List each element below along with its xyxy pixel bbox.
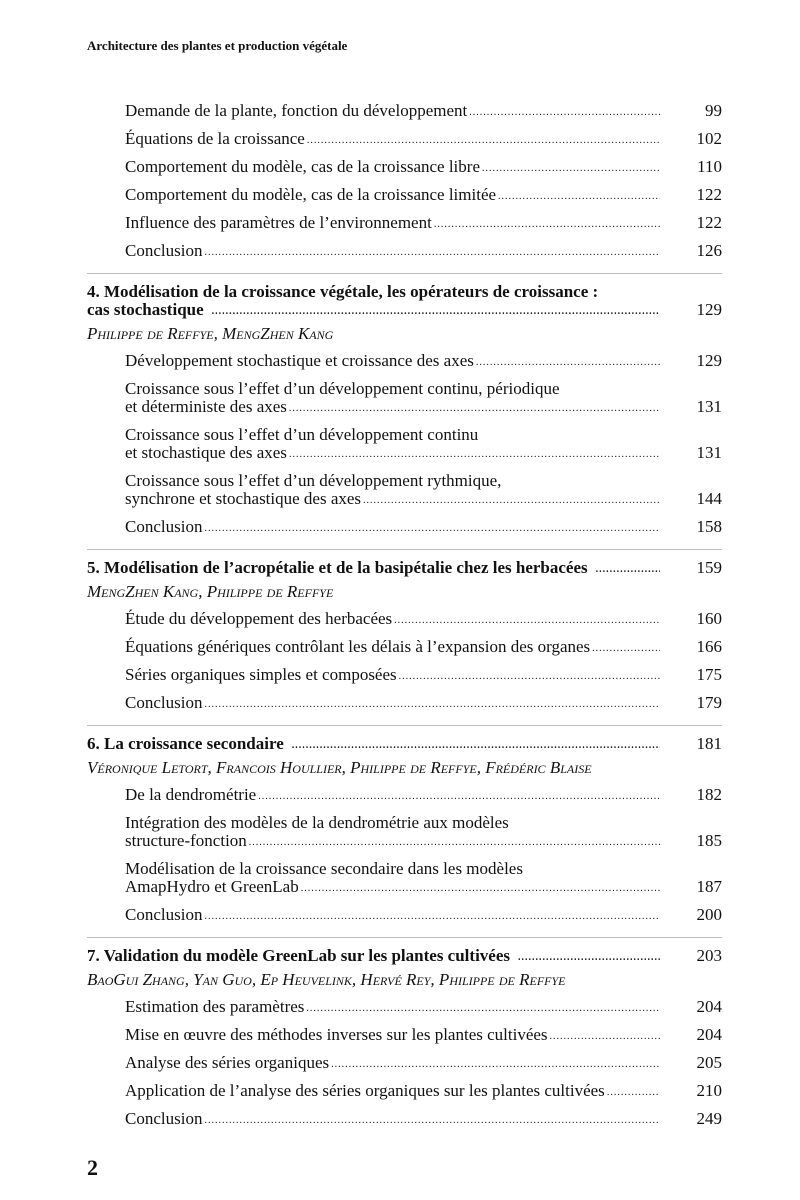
entry-text (87, 283, 660, 319)
entry-label: Croissance sous l’effet d’un développement rythmique, (125, 471, 502, 490)
entry-text (125, 666, 660, 684)
toc-entry[interactable] (87, 1105, 722, 1133)
entry-line (125, 832, 660, 850)
dot-leader (204, 522, 660, 536)
chapter-section (87, 273, 722, 541)
entry-text (125, 1082, 660, 1100)
entry-page-number: 131 (696, 443, 722, 462)
entry-page-number: 166 (696, 637, 722, 656)
entry-text (125, 906, 660, 924)
chapter-authors: Véronique Letort, Francois Houllier, Philippe de Reffye, Frédéric Blaise (87, 758, 592, 777)
toc-entry[interactable] (87, 1077, 722, 1105)
entry-text (125, 694, 660, 712)
entry-label: Estimation des paramètres (125, 997, 305, 1016)
entry-line (125, 444, 660, 462)
entry-label: Équations de la croissance (125, 129, 305, 148)
entry-text (87, 735, 660, 753)
dot-leader (289, 402, 660, 416)
entry-page-number: 102 (696, 129, 722, 148)
toc-entry[interactable] (87, 181, 722, 209)
entry-page-number: 126 (696, 241, 722, 260)
entry-label: structure-fonction (125, 831, 247, 850)
entry-line (87, 559, 660, 577)
entry-line (125, 1026, 660, 1044)
entry-label: Demande de la plante, fonction du développement (125, 101, 468, 120)
toc-entry[interactable] (87, 153, 722, 181)
entry-text (125, 102, 660, 120)
entry-page-number: 203 (696, 946, 722, 965)
dot-leader (204, 1114, 660, 1128)
entry-text (125, 214, 660, 232)
entry-text (125, 610, 660, 628)
entry-text (125, 352, 660, 370)
entry-text (125, 380, 660, 416)
entry-page-number: 131 (696, 397, 722, 416)
entry-page-number: 200 (696, 905, 722, 924)
entry-page-number: 129 (696, 351, 722, 370)
entry-label: Analyse des séries organiques (125, 1053, 330, 1072)
entry-line (125, 666, 660, 684)
entry-line (125, 130, 660, 148)
toc-entry[interactable] (87, 1021, 722, 1049)
entry-line (125, 518, 660, 536)
entry-line (87, 947, 660, 965)
entry-text (125, 158, 660, 176)
entry-line (125, 214, 660, 232)
entry-label: Équations génériques contrôlant les délais à l’expansion des organes (125, 637, 591, 656)
dot-leader (482, 162, 660, 176)
toc-entry[interactable] (87, 605, 722, 633)
entry-page-number: 204 (696, 997, 722, 1016)
entry-line (125, 1054, 660, 1072)
toc-entry[interactable] (87, 513, 722, 541)
entry-label: Développement stochastique et croissance des axes (125, 351, 474, 370)
dot-leader (476, 356, 660, 370)
toc-entry[interactable] (87, 209, 722, 237)
toc-entry[interactable] (87, 347, 722, 375)
entry-line (125, 906, 660, 924)
entry-label: Étude du développement des herbacées (125, 609, 393, 628)
entry-page-number: 122 (696, 213, 722, 232)
entry-line (125, 610, 660, 628)
entry-text (125, 1110, 660, 1128)
entry-line (125, 398, 660, 416)
entry-label: 4. Modélisation de la croissance végétale, les opérateurs de croissance : (87, 282, 599, 301)
entry-page-number: 175 (696, 665, 722, 684)
toc-entry[interactable] (87, 97, 722, 125)
dot-leader (399, 670, 660, 684)
entry-page-number: 122 (696, 185, 722, 204)
entry-page-number: 182 (696, 785, 722, 804)
chapter-authors: Philippe de Reffye, MengZhen Kang (87, 324, 334, 343)
entry-line (125, 426, 660, 444)
entry-line (87, 283, 660, 301)
entry-text (125, 186, 660, 204)
table-of-contents (87, 97, 722, 1133)
toc-entry[interactable] (87, 1049, 722, 1077)
entry-line (125, 158, 660, 176)
entry-text (87, 559, 660, 577)
entry-label: Mise en œuvre des méthodes inverses sur les plantes cultivées (125, 1025, 548, 1044)
entry-text (125, 130, 660, 148)
entry-line (125, 998, 660, 1016)
entry-label: Comportement du modèle, cas de la croissance limitée (125, 185, 497, 204)
chapter-title-entry[interactable] (87, 559, 722, 577)
dot-leader (331, 1058, 660, 1072)
entry-text (125, 1054, 660, 1072)
dot-leader (204, 698, 660, 712)
entry-line (125, 694, 660, 712)
chapter-title-entry[interactable] (87, 735, 722, 753)
entry-line (125, 1110, 660, 1128)
entry-page-number: 158 (696, 517, 722, 536)
entry-line (125, 638, 660, 656)
entry-label: et stochastique des axes (125, 443, 287, 462)
entry-line (125, 490, 660, 508)
entry-text (125, 1026, 660, 1044)
dot-leader (550, 1030, 660, 1044)
dot-leader (394, 614, 660, 628)
dot-leader (258, 790, 660, 804)
entry-label: Conclusion (125, 905, 203, 924)
entry-label: 6. La croissance secondaire (87, 734, 284, 753)
entry-label: Influence des paramètres de l’environnement (125, 213, 432, 232)
entry-text (125, 638, 660, 656)
dot-leader (434, 218, 660, 232)
entry-page-number: 144 (696, 489, 722, 508)
entry-text (125, 518, 660, 536)
entry-page-number: 187 (696, 877, 722, 896)
entry-page-number: 179 (696, 693, 722, 712)
entry-label: et déterministe des axes (125, 397, 287, 416)
entry-label: Croissance sous l’effet d’un développement continu (125, 425, 479, 444)
entry-line (87, 301, 660, 319)
entry-line (87, 735, 660, 753)
dot-leader (363, 494, 660, 508)
chapter-authors: MengZhen Kang, Philippe de Reffye (87, 582, 334, 601)
entry-page-number: 181 (696, 734, 722, 753)
toc-entry[interactable] (87, 855, 722, 901)
entry-line (125, 860, 660, 878)
entry-label: Modélisation de la croissance secondaire dans les modèles (125, 859, 523, 878)
toc-entry[interactable] (87, 125, 722, 153)
entry-label: Application de l’analyse des séries organiques sur les plantes cultivées (125, 1081, 605, 1100)
toc-entry[interactable] (87, 421, 722, 467)
entry-line (125, 380, 660, 398)
chapter-authors: BaoGui Zhang, Yan Guo, Ep Heuvelink, Hervé Rey, Philippe de Reffye (87, 970, 566, 989)
entry-label: Séries organiques simples et composées (125, 665, 397, 684)
entry-label: Croissance sous l’effet d’un développement continu, périodique (125, 379, 560, 398)
entry-label: AmapHydro et GreenLab (125, 877, 299, 896)
divider (87, 549, 722, 550)
entry-line (125, 786, 660, 804)
entry-line (125, 242, 660, 260)
entry-page-number: 249 (696, 1109, 722, 1128)
toc-entry[interactable] (87, 237, 722, 265)
entry-line (125, 352, 660, 370)
dot-leader (292, 739, 660, 753)
toc-entry[interactable] (87, 781, 722, 809)
entry-label: Conclusion (125, 693, 203, 712)
entry-line (125, 102, 660, 120)
section-continued (87, 97, 722, 265)
divider (87, 725, 722, 726)
entry-page-number: 204 (696, 1025, 722, 1044)
toc-entry[interactable] (87, 993, 722, 1021)
entry-page-number: 99 (705, 101, 722, 120)
entry-text (125, 242, 660, 260)
entry-label: Intégration des modèles de la dendrométrie aux modèles (125, 813, 509, 832)
entry-label: Conclusion (125, 1109, 203, 1128)
toc-entry[interactable] (87, 689, 722, 717)
entry-page-number: 185 (696, 831, 722, 850)
running-head: Architecture des plantes et production végétale (87, 38, 348, 53)
toc-entry[interactable] (87, 809, 722, 855)
dot-leader (301, 882, 660, 896)
entry-page-number: 129 (696, 300, 722, 319)
dot-leader (249, 836, 660, 850)
chapter-section (87, 937, 722, 1133)
dot-leader (204, 910, 660, 924)
chapter-title-entry[interactable] (87, 283, 722, 319)
entry-page-number: 160 (696, 609, 722, 628)
divider (87, 937, 722, 938)
entry-text (125, 860, 660, 896)
entry-line (125, 814, 660, 832)
chapter-section (87, 725, 722, 929)
entry-label: 7. Validation du modèle GreenLab sur les plantes cultivées (87, 946, 510, 965)
entry-page-number: 110 (697, 157, 722, 176)
entry-line (125, 878, 660, 896)
entry-label: De la dendrométrie (125, 785, 257, 804)
dot-leader (592, 642, 660, 656)
dot-leader (469, 106, 660, 120)
entry-page-number: 210 (696, 1081, 722, 1100)
entry-label: 5. Modélisation de l’acropétalie et de la basipétalie chez les herbacées (87, 558, 588, 577)
toc-entry[interactable] (87, 901, 722, 929)
chapter-section (87, 549, 722, 717)
toc-entry[interactable] (87, 375, 722, 421)
entry-label: Comportement du modèle, cas de la croissance libre (125, 157, 480, 176)
toc-entry[interactable] (87, 633, 722, 661)
dot-leader (498, 190, 660, 204)
entry-line (125, 1082, 660, 1100)
toc-entry[interactable] (87, 661, 722, 689)
dot-leader (289, 448, 660, 462)
entry-text (125, 998, 660, 1016)
entry-label: Conclusion (125, 241, 203, 260)
dot-leader (212, 305, 660, 319)
entry-text (125, 814, 660, 850)
entry-text (125, 426, 660, 462)
toc-entry[interactable] (87, 467, 722, 513)
dot-leader (596, 563, 660, 577)
entry-line (125, 472, 660, 490)
page-number: 2 (87, 1155, 98, 1180)
dot-leader (307, 134, 660, 148)
dot-leader (204, 246, 660, 260)
entry-page-number: 205 (696, 1053, 722, 1072)
dot-leader (518, 951, 660, 965)
entry-text (125, 472, 660, 508)
entry-label: cas stochastique (87, 300, 204, 319)
dot-leader (306, 1002, 660, 1016)
entry-label: Conclusion (125, 517, 203, 536)
entry-line (125, 186, 660, 204)
divider (87, 273, 722, 274)
entry-page-number: 159 (696, 558, 722, 577)
entry-text (125, 786, 660, 804)
dot-leader (607, 1086, 660, 1100)
chapter-title-entry[interactable] (87, 947, 722, 965)
entry-label: synchrone et stochastique des axes (125, 489, 362, 508)
entry-text (87, 947, 660, 965)
